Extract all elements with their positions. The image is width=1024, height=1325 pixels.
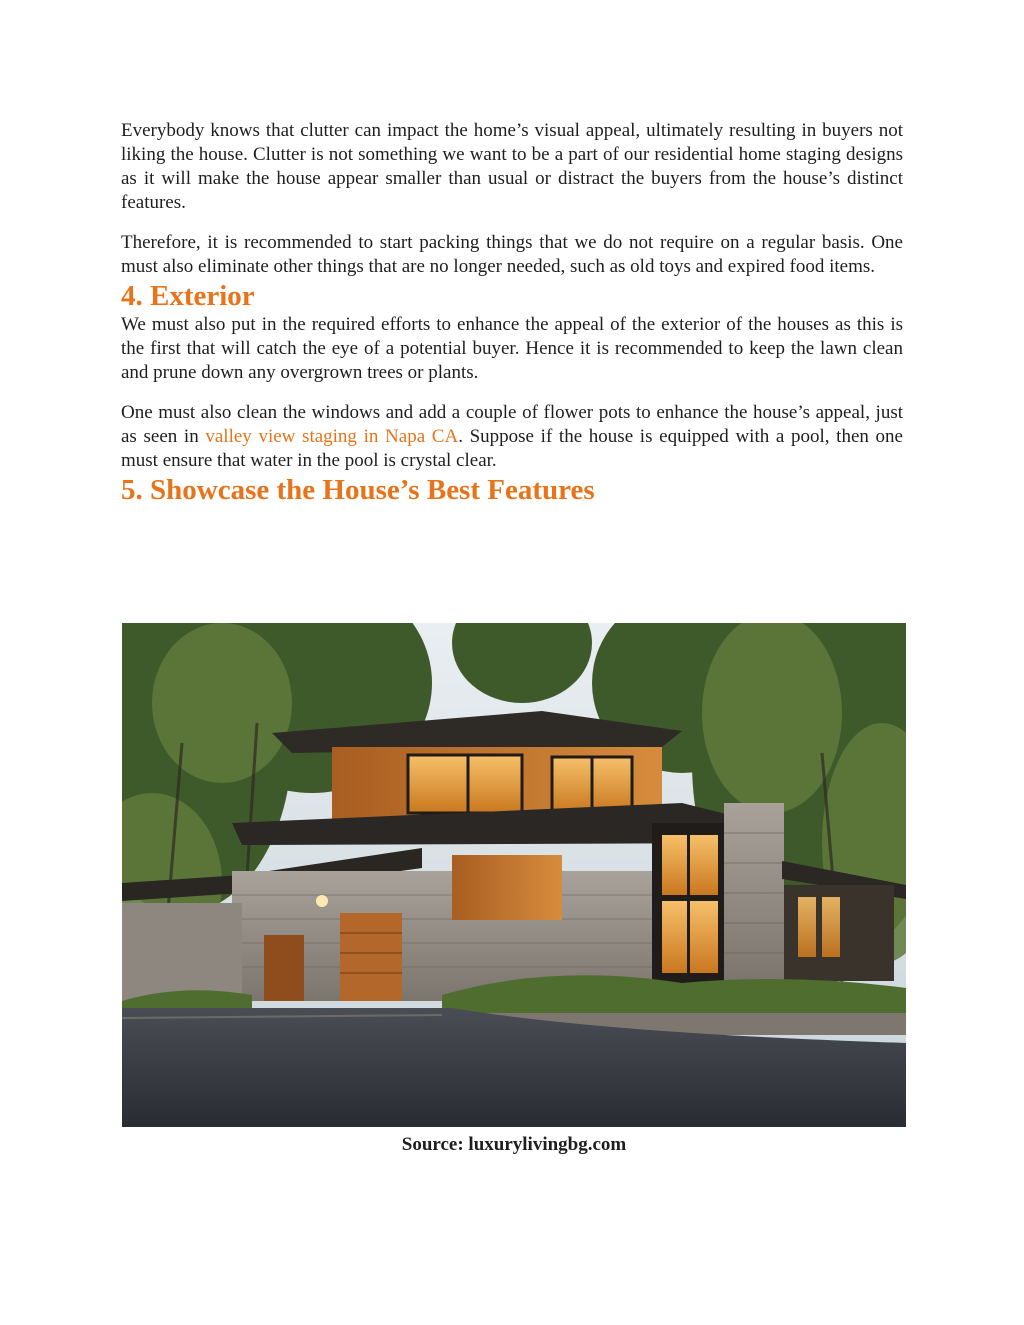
paragraph-text-before-link: One must also clean the windows and add a couple of flower pots to enhance the house’s appeal, just as seen in <box>121 402 903 447</box>
valley-view-staging-link[interactable]: valley view staging in Napa CA <box>205 426 459 447</box>
paragraph-text-after-link: . Suppose if the house is equipped with a pool, then one must ensure that water in the pool is crystal clear. <box>121 426 903 471</box>
heading-showcase-features: 5. Showcase the House’s Best Features <box>121 474 595 506</box>
image-source-caption: Source: luxurylivingbg.com <box>401 1134 627 1155</box>
paragraph-exterior-efforts: We must also put in the required efforts to enhance the appeal of the exterior of the houses as this is the first that will catch the eye of a potential buyer. Hence it is recommended to keep the lawn clean and prune down any overgrown trees or plants. <box>121 314 903 383</box>
paragraph-clutter: Everybody knows that clutter can impact the home’s visual appeal, ultimately resulting in buyers not liking the house. Clutter is not something we want to be a part of our residential home staging designs as it will make the house appear smaller than usual or distract the buyers from the house’s distinct features. <box>121 120 903 213</box>
paragraph-packing: Therefore, it is recommended to start packing things that we do not require on a regular basis. One must also eliminate other things that are no longer needed, such as old toys and expired food items. <box>121 232 903 277</box>
paragraph-exterior-windows <box>121 401 903 473</box>
house-photo <box>122 623 906 1127</box>
heading-exterior: 4. Exterior <box>121 280 255 312</box>
document-body <box>121 119 903 507</box>
